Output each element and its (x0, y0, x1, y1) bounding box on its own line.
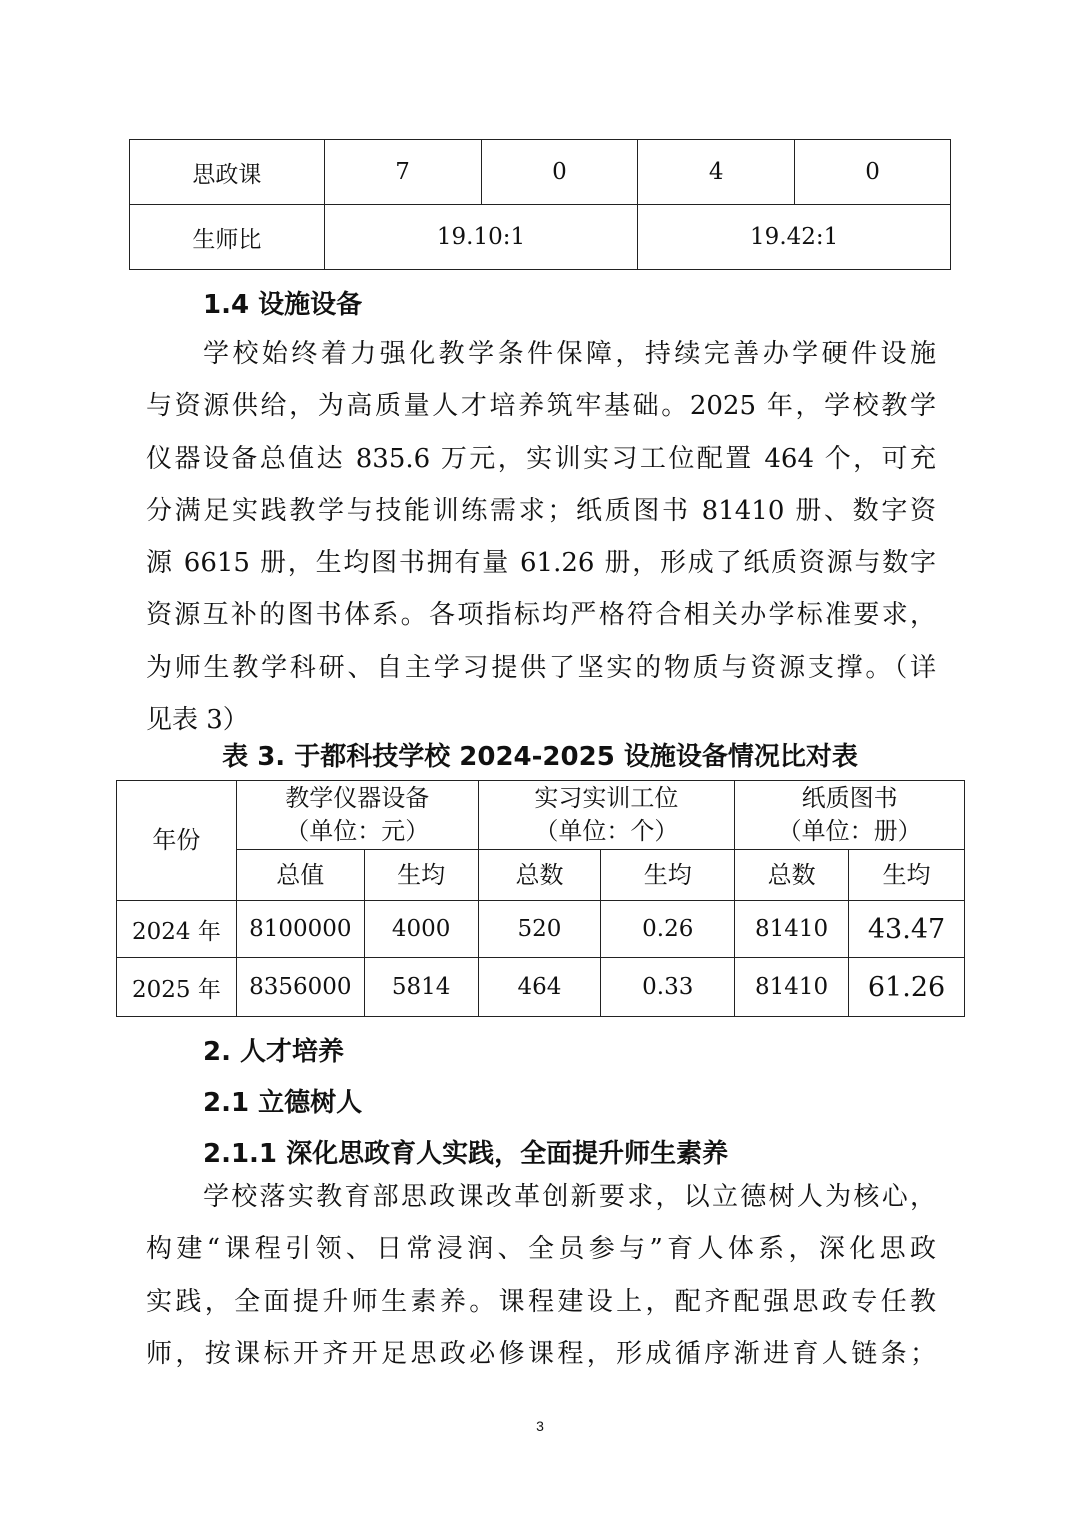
group-header-line: 纸质图书 (801, 784, 898, 812)
year-cell: 2025 年 (117, 958, 237, 1017)
cell: 7 (324, 140, 481, 205)
table-row (117, 901, 965, 958)
cell: 4 (638, 140, 795, 205)
subheader: 生均 (364, 850, 478, 901)
cell: 81410 (735, 901, 849, 958)
cell: 464 (478, 958, 601, 1017)
paragraph-line: 分满足实践教学与技能训练需求；纸质图书 81410 册、数字资 (146, 495, 936, 526)
paragraph-line: 为师生教学科研、自主学习提供了坚实的物质与资源支撑。（详 (146, 652, 936, 683)
group-header-unit: （单位：元） (285, 817, 430, 845)
ratio-2025: 19.42:1 (638, 205, 951, 270)
paragraph-line: 源 6615 册，生均图书拥有量 61.26 册，形成了纸质资源与数字 (146, 548, 936, 579)
cell: 0 (481, 140, 638, 205)
cell: 81410 (735, 958, 849, 1017)
paragraph-line: 师，按课标开齐开足思政必修课程，形成循序渐进育人链条； (146, 1338, 936, 1369)
subheader: 生均 (849, 850, 965, 901)
paragraph-facilities (146, 328, 936, 746)
table-row (130, 205, 951, 270)
subheader: 总数 (735, 850, 849, 901)
cell: 0 (795, 140, 951, 205)
cell: 8356000 (236, 958, 364, 1017)
group-header-stations (478, 781, 735, 850)
paragraph-line: 资源互补的图书体系。各项指标均严格符合相关办学标准要求， (146, 600, 936, 631)
group-header-equipment (236, 781, 478, 850)
table-row (117, 958, 965, 1017)
cell: 4000 (364, 901, 478, 958)
paragraph-line: 学校落实教育部思政课改革创新要求，以立德树人为核心， (203, 1182, 936, 1212)
group-header-line: 教学仪器设备 (285, 784, 430, 812)
paragraph-line: 实践，全面提升师生素养。课程建设上，配齐配强思政专任教 (146, 1286, 936, 1317)
section-heading-2: 2. 人才培养 (203, 1037, 345, 1067)
group-header-books (735, 781, 965, 850)
page-number: 3 (536, 1418, 544, 1434)
year-cell: 2024 年 (117, 901, 237, 958)
subheader: 总值 (236, 850, 364, 901)
cell: 43.47 (849, 901, 965, 958)
cell: 5814 (364, 958, 478, 1017)
section-heading-2-1: 2.1 立德树人 (203, 1088, 363, 1118)
subheader: 总数 (478, 850, 601, 901)
section-heading-1-4: 1.4 设施设备 (203, 290, 363, 320)
paragraph-line: 见表 3） (146, 705, 249, 736)
group-header-unit: （单位：个） (534, 817, 679, 845)
group-header-unit: （单位：册） (777, 817, 922, 845)
group-header-line: 实习实训工位 (534, 784, 679, 812)
table-subheader-row (117, 850, 965, 901)
subheader: 生均 (601, 850, 735, 901)
ratio-2024: 19.10:1 (324, 205, 638, 270)
table-header-row (117, 781, 965, 850)
cell: 0.33 (601, 958, 735, 1017)
paragraph-line: 构建“课程引领、日常浸润、全员参与”育人体系，深化思政 (146, 1234, 936, 1265)
paragraph-line: 学校始终着力强化教学条件保障，持续完善办学硬件设施 (203, 339, 936, 369)
cell: 8100000 (236, 901, 364, 958)
section-heading-2-1-1: 2.1.1 深化思政育人实践，全面提升师生素养 (203, 1139, 729, 1169)
row-label: 思政课 (130, 140, 325, 205)
teacher-table-continued (129, 139, 951, 270)
paragraph-line: 仪器设备总值达 835.6 万元，实训实习工位配置 464 个，可充 (146, 443, 936, 474)
row-label: 生师比 (130, 205, 325, 270)
table-row (130, 140, 951, 205)
paragraph-moral-education (146, 1171, 936, 1380)
cell: 0.26 (601, 901, 735, 958)
paragraph-line: 与资源供给，为高质量人才培养筑牢基础。2025 年，学校教学 (146, 391, 936, 422)
table-3-caption: 表 3. 于都科技学校 2024-2025 设施设备情况比对表 (222, 742, 858, 772)
year-header: 年份 (117, 781, 237, 901)
cell: 520 (478, 901, 601, 958)
facilities-comparison-table (116, 780, 965, 1017)
cell: 61.26 (849, 958, 965, 1017)
